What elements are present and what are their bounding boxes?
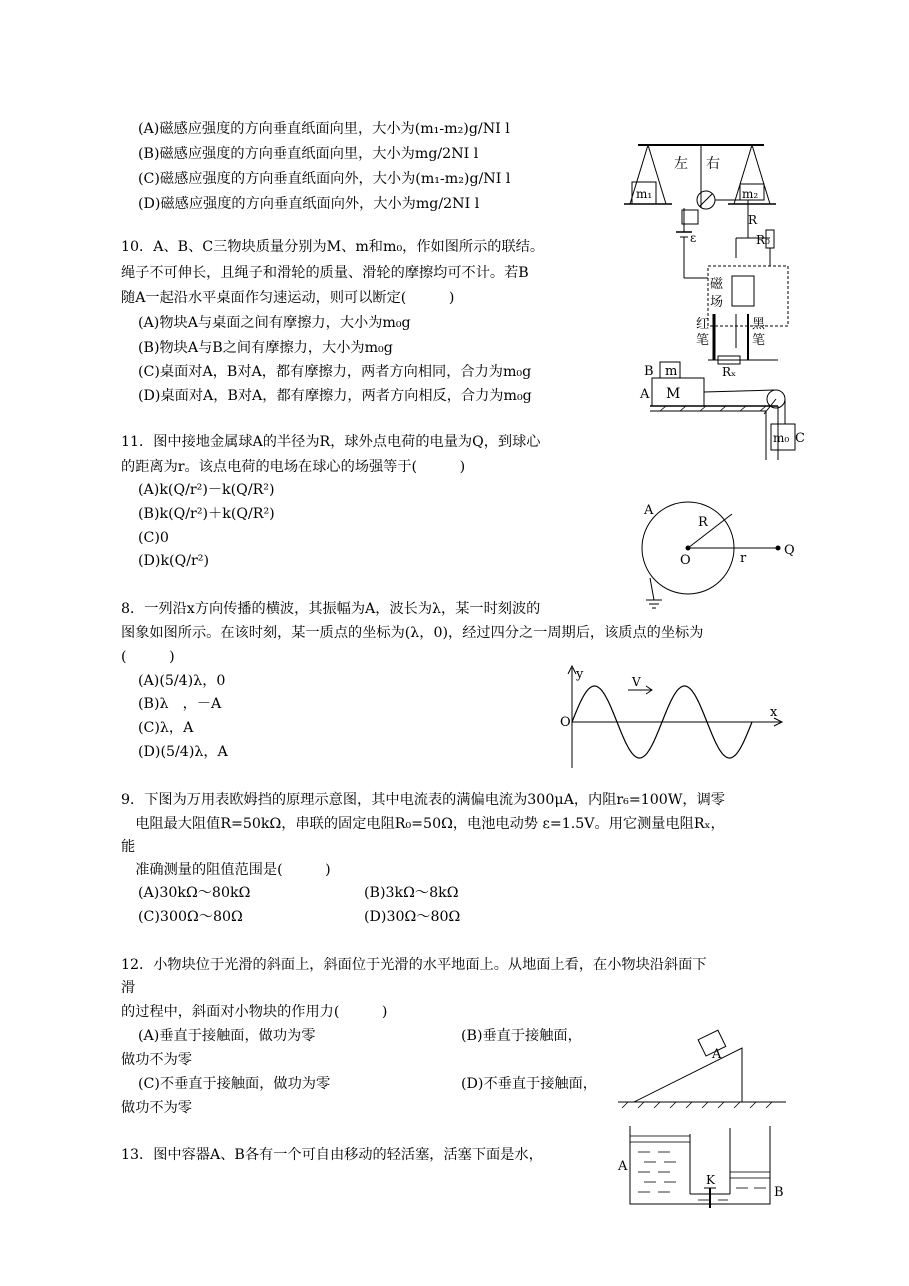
balance-label-rx: Rₓ [722,365,737,378]
q-magnetic-option-c: (C)磁感应强度的方向垂直纸面向外，大小为(m₁-m₂)g/NI l [138,171,511,187]
q8-stem-line-3: ( ) [121,649,175,665]
q10-option-a: (A)物块A与桌面之间有摩擦力，大小为m₀g [138,315,411,331]
q9-option-c: (C)300Ω～80Ω [138,909,243,925]
incline-label-a: A [712,1047,722,1062]
q11-option-c: (C)0 [138,530,169,546]
wave-label-x: x [770,705,778,720]
wave-label-o: O [560,715,571,730]
blocks-label-m0: m₀ [773,431,790,445]
q13-stem-line-1: 13．图中容器A、B各有一个可自由移动的轻活塞，活塞下面是水， [121,1147,543,1163]
sphere-label-q: Q [784,543,795,558]
blocks-pulley-figure [636,356,806,466]
q10-option-b: (B)物块A与B之间有摩擦力，大小为m₀g [138,340,393,356]
wave-figure [560,660,786,770]
q9-option-a: (A)30kΩ～80kΩ [138,885,251,901]
balance-label-left: 左 [674,156,688,172]
balance-label-emf: ε [690,231,697,245]
q12-stem-line-1: 12．小物块位于光滑的斜面上，斜面位于光滑的水平地面上。从地面上看，在小物块沿斜面下 [121,957,707,973]
containers-label-k: K [706,1173,715,1187]
blocks-label-b: B [644,364,654,379]
balance-label-m2: m₂ [742,187,759,201]
q10-stem-line-3: 随A一起沿水平桌面作匀速运动，则可以断定( ) [121,290,455,306]
q12-stem-line-2: 滑 [121,980,136,996]
balance-label-hong: 红 [696,317,710,332]
q10-stem-line-2: 绳子不可伸长，且绳子和滑轮的质量、滑轮的摩擦均可不计。若B [121,265,529,281]
balance-label-bi2: 笔 [752,333,766,348]
q11-option-a: (A)k(Q/r²)－k(Q/R²) [138,482,275,498]
balance-label-ci: 磁 [710,277,724,292]
balance-label-right: 右 [706,156,720,172]
q9-stem-line-1: 9．下图为万用表欧姆挡的原理示意图，其中电流表的满偏电流为300μA，内阻r₆=100W，调零 [121,792,725,808]
balance-label-r: R [748,213,758,227]
q8-option-b: (B)λ ，－A [138,696,222,712]
balance-label-chang: 场 [710,295,724,310]
q8-option-c: (C)λ，A [138,720,194,736]
grounded-sphere-figure [636,500,806,616]
q-magnetic-option-d: (D)磁感应强度的方向垂直纸面向外，大小为mg/2NI l [138,196,480,212]
q-magnetic-option-a: (A)磁感应强度的方向垂直纸面向里，大小为(m₁-m₂)g/NI l [138,121,510,137]
q10-stem-line-1: 10．A、B、C三物块质量分别为M、m和m₀，作如图所示的联结。 [121,239,545,255]
wave-label-y: y [576,667,584,682]
sphere-label-small-r: r [740,551,747,566]
incline-figure [614,1026,790,1114]
blocks-label-big-m: M [666,386,681,402]
q11-option-d: (D)k(Q/r²) [138,553,209,569]
balance-label-r0: R₀ [756,233,770,247]
balance-label-m1: m₁ [636,187,653,201]
q11-option-b: (B)k(Q/r²)＋k(Q/R²) [138,506,275,522]
sphere-label-o: O [680,553,691,568]
wave-label-v: V [632,675,641,689]
q11-stem-line-2: 的距离为r。该点电荷的电场在球心的场强等于( ) [121,459,466,475]
q8-stem-line-2: 图象如图所示。在该时刻，某一质点的坐标为(λ，0)，经过四分之一周期后，该质点的坐标为 [121,625,704,641]
q10-option-d: (D)桌面对A，B对A，都有摩擦力，两者方向相反，合力为m₀g [138,388,532,404]
containers-figure [614,1122,790,1210]
blocks-label-a: A [640,387,650,402]
q12-option-b-cont: 做功不为零 [121,1052,192,1068]
q12-option-b: (B)垂直于接触面， [461,1028,582,1044]
q8-stem-line-1: 8．一列沿x方向传播的横波，其振幅为A，波长为λ，某一时刻波的 [121,601,541,617]
balance-circuit-figure [618,138,794,378]
q11-stem-line-1: 11．图中接地金属球A的半径为R，球外点电荷的电量为Q，到球心 [121,434,541,450]
q12-option-d: (D)不垂直于接触面， [461,1076,597,1092]
blocks-label-c: C [795,431,805,446]
q12-stem-line-3: 的过程中，斜面对小物块的作用力( ) [121,1004,388,1020]
q12-option-a: (A)垂直于接触面，做功为零 [138,1028,316,1044]
containers-label-a: A [618,1159,628,1174]
balance-label-bi1: 笔 [696,333,710,348]
q12-option-d-cont: 做功不为零 [121,1100,192,1116]
q9-stem-line-4: 准确测量的阻值范围是( ) [121,862,331,878]
q-magnetic-option-b: (B)磁感应强度的方向垂直纸面向里，大小为mg/2NI l [138,146,479,162]
containers-label-b: B [774,1185,784,1200]
sphere-label-a: A [644,503,654,518]
q10-option-c: (C)桌面对A，B对A，都有摩擦力，两者方向相同，合力为m₀g [138,364,532,380]
blocks-label-m: m [665,364,678,379]
q12-option-c: (C)不垂直于接触面，做功为零 [138,1076,331,1092]
q8-option-a: (A)(5/4)λ，0 [138,673,226,689]
q9-stem-line-3: 能 [121,839,136,855]
q9-stem-line-2: 电阻最大阻值R=50kΩ，串联的固定电阻R₀=50Ω，电池电动势 ε=1.5V。用它测量电阻Rₓ， [121,816,725,832]
q9-option-d: (D)30Ω～80Ω [364,909,461,925]
balance-label-hei: 黑 [752,317,766,332]
sphere-label-r: R [698,515,708,530]
q9-option-b: (B)3kΩ～8kΩ [364,885,459,901]
q8-option-d: (D)(5/4)λ，A [138,744,228,760]
